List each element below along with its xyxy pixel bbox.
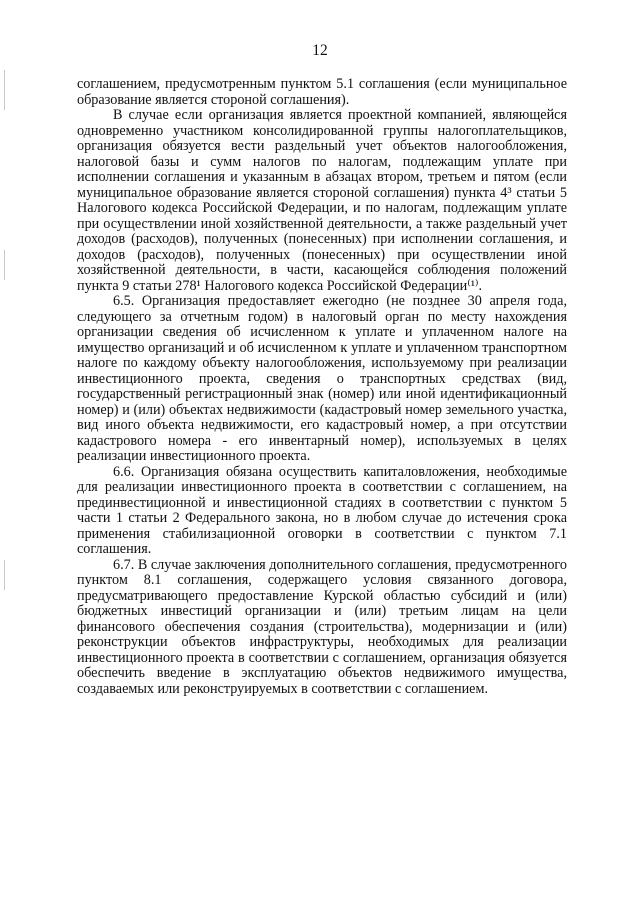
page-number: 12 <box>312 42 328 59</box>
scan-edge-mark <box>4 560 5 590</box>
paragraph: В случае если организация является проектной компанией, являющейся одновременно участником консолидированной группы налогоплательщиков, организация обязуется вести раздельный учет объектов налогообложения, налоговой базы и сумм налогов по налогам, подлежащим уплате при исполнении соглашения и указанным в абзацах втором, третьем и пятом (если муниципальное образование является стороной соглашения) пункта 4³ статьи 5 Налогового кодекса Российской Федерации, и по налогам, подлежащим уплате при осуществлении иной хозяйственной деятельности, а также раздельный учет доходов (расходов), полученных (понесенных) при исполнении соглашения, и доходов (расходов), полученных (понесенных) при осуществлении иной хозяйственной деятельности, в части, касающейся соблюдения положений пункта 9 статьи 278¹ Налогового кодекса Российской Федерации⁽¹⁾. <box>77 107 567 294</box>
paragraph: 6.5. Организация предоставляет ежегодно (не позднее 30 апреля года, следующего за отчетным годом) в налоговый орган по месту нахождения организации сведения об исчисленном к уплате и уплаченном налоге на имущество организаций и об исчисленном к уплате и уплаченном транспортном налоге по каждому объекту налогообложения, используемому при реализации инвестиционного проекта, сведения о транспортных средствах (вид, государственный регистрационный знак (номер) или иной идентификационный номер) и (или) объектах недвижимости (кадастровый номер земельного участка, вид иного объекта недвижимости, его кадастровый номер, а при отсутствии кадастрового номера - его инвентарный номер), используемых в целях реализации инвестиционного проекта. <box>77 293 567 464</box>
scan-edge-mark <box>4 70 5 110</box>
paragraph: соглашением, предусмотренным пунктом 5.1 соглашения (если муниципальное образование является стороной соглашения). <box>77 76 567 108</box>
scan-edge-mark <box>4 250 5 280</box>
document-body <box>77 77 567 697</box>
paragraph: 6.7. В случае заключения дополнительного соглашения, предусмотренного пунктом 8.1 соглашения, содержащего условия связанного договора, предусматривающего предоставление Курской областью субсидий и (или) бюджетных инвестиций организации и (или) третьим лицам на цели финансового обеспечения создания (строительства), модернизации и (или) реконструкции объектов инфраструктуры, необходимых для реализации инвестиционного проекта в соответствии с соглашением, организация обязуется обеспечить введение в эксплуатацию объектов недвижимого имущества, создаваемых или реконструируемых в соответствии с соглашением. <box>77 556 567 697</box>
paragraph: 6.6. Организация обязана осуществить капиталовложения, необходимые для реализации инвестиционного проекта в соответствии с соглашением, на прединвестиционной и инвестиционной стадиях в соответствии с пунктом 5 части 1 статьи 2 Федерального закона, но в любом случае до истечения срока применения стабилизационной оговорки в соответствии с пунктом 7.1 соглашения. <box>77 463 567 557</box>
